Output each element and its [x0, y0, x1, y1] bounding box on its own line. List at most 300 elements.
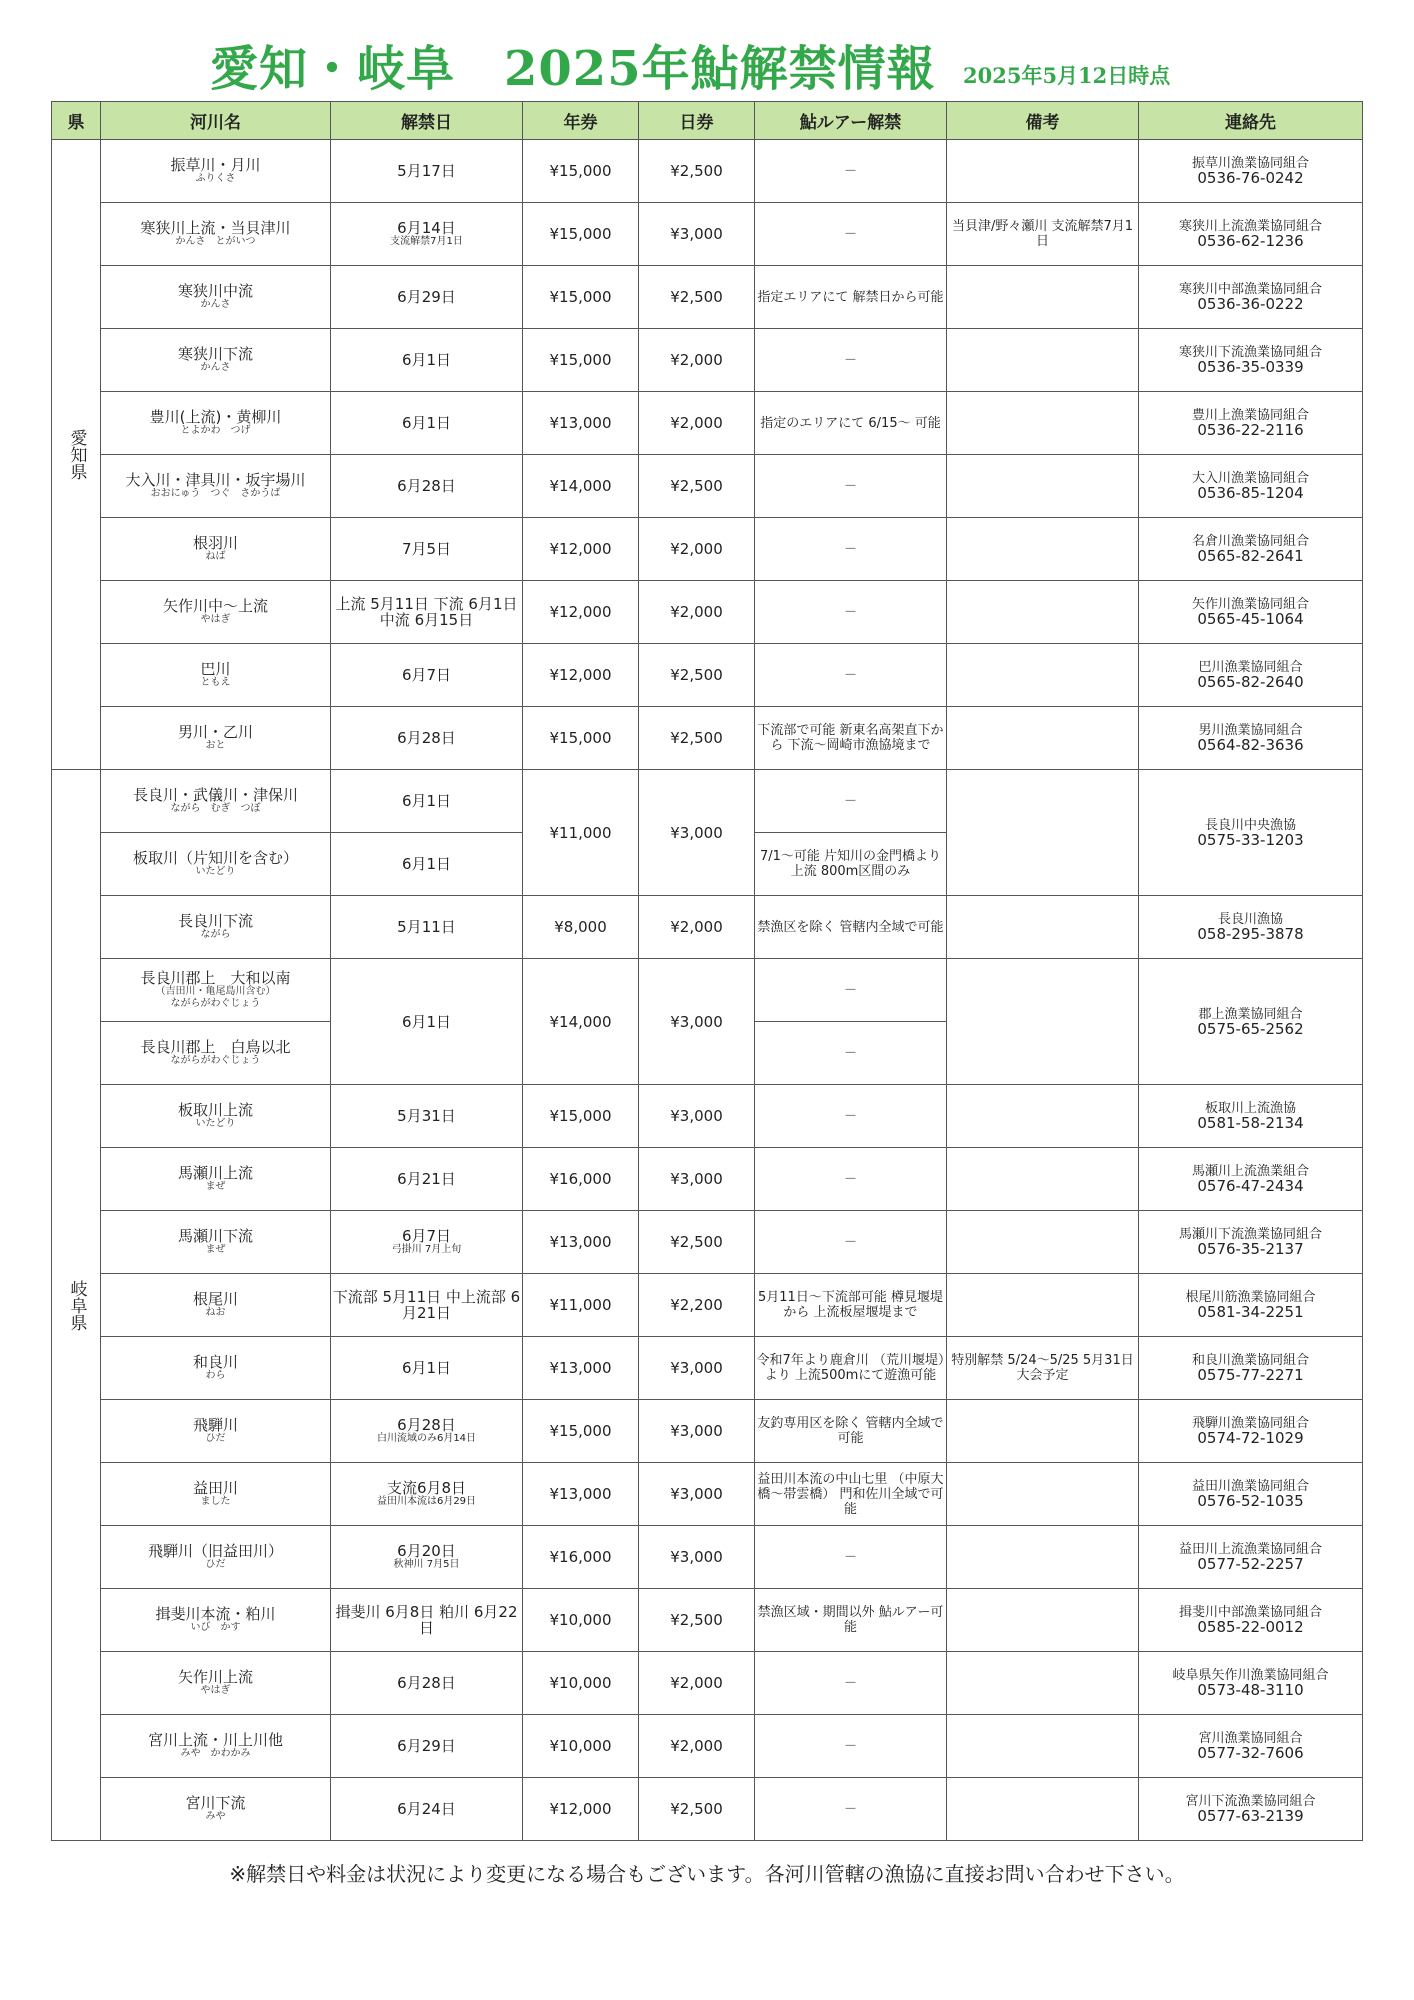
- lure-open: －: [755, 140, 947, 203]
- open-date-cell: [331, 1211, 523, 1274]
- contact-org: 板取川上流漁協: [1204, 1101, 1296, 1116]
- river-name: 振草川・月川: [170, 156, 261, 174]
- lure-open: 5月11日～下流部可能 樽見堰堤から 上流板屋堰堤まで: [755, 1274, 947, 1337]
- river-reading: ねば: [205, 551, 226, 562]
- lure-open: 令和7年より鹿倉川 （荒川堰堤）より 上流500mにて遊漁可能: [755, 1337, 947, 1400]
- table-row: [52, 581, 1363, 644]
- river-reading: まぜ: [205, 1181, 226, 1192]
- river-name: 長良川・武儀川・津保川: [132, 786, 298, 804]
- header-lure-open: 鮎ルアー解禁: [755, 102, 947, 140]
- notes: [947, 707, 1139, 770]
- river-reading-extra: （吉田川・亀尾島川含む）: [155, 986, 276, 997]
- river-cell: [101, 1778, 331, 1841]
- river-reading: とよかわ つげ: [180, 425, 251, 436]
- annual-ticket: ¥15,000: [523, 266, 639, 329]
- notes: [947, 1463, 1139, 1526]
- lure-open: －: [755, 203, 947, 266]
- daily-ticket: ¥2,500: [639, 1211, 755, 1274]
- contact-cell: [1139, 266, 1363, 329]
- table-row: [52, 770, 1363, 833]
- table-row: [52, 1085, 1363, 1148]
- contact-org: 飛騨川漁業協同組合: [1191, 1416, 1309, 1431]
- contact-org: 寒狭川上流漁業協同組合: [1178, 219, 1322, 234]
- daily-ticket: ¥3,000: [639, 1463, 755, 1526]
- river-name: 豊川(上流)・黄柳川: [149, 408, 282, 426]
- contact-org: 寒狭川中部漁業協同組合: [1178, 282, 1322, 297]
- contact-org: 揖斐川中部漁業協同組合: [1178, 1605, 1322, 1620]
- daily-ticket: ¥2,500: [639, 140, 755, 203]
- river-name: 大入川・津具川・坂宇場川: [125, 471, 306, 489]
- open-date: 6月21日: [397, 1170, 456, 1188]
- open-date-cell: [331, 1526, 523, 1589]
- river-reading: ともえ: [200, 677, 231, 688]
- daily-ticket: ¥3,000: [639, 203, 755, 266]
- table-row: [52, 896, 1363, 959]
- daily-ticket: ¥2,000: [639, 1715, 755, 1778]
- annual-ticket: ¥16,000: [523, 1148, 639, 1211]
- open-date-cell: [331, 896, 523, 959]
- notes: [947, 1652, 1139, 1715]
- annual-ticket: ¥10,000: [523, 1715, 639, 1778]
- river-cell: [101, 1022, 331, 1085]
- notes: [947, 959, 1139, 1085]
- notes: [947, 455, 1139, 518]
- lure-open: －: [755, 1211, 947, 1274]
- annual-ticket: ¥12,000: [523, 1778, 639, 1841]
- river-reading: ひだ: [205, 1433, 226, 1444]
- contact-org: 和良川漁業協同組合: [1191, 1353, 1309, 1368]
- contact-phone: 0536-36-0222: [1197, 295, 1304, 313]
- contact-phone: 058-295-3878: [1197, 925, 1304, 943]
- contact-phone: 0565-82-2640: [1197, 673, 1304, 691]
- contact-org: 寒狭川下流漁業協同組合: [1178, 345, 1322, 360]
- river-reading: ました: [200, 1496, 231, 1507]
- open-date: 揖斐川 6月8日 粕川 6月22日: [335, 1603, 518, 1637]
- contact-phone: 0576-35-2137: [1197, 1240, 1304, 1258]
- contact-phone: 0536-62-1236: [1197, 232, 1304, 250]
- river-cell: [101, 1274, 331, 1337]
- open-date-cell: [331, 770, 523, 833]
- river-reading: やはぎ: [200, 614, 231, 625]
- table-row: [52, 1148, 1363, 1211]
- notes: [947, 1211, 1139, 1274]
- open-date: 6月1日: [401, 414, 452, 432]
- river-name: 宮川下流: [185, 1794, 246, 1812]
- river-cell: [101, 455, 331, 518]
- open-date: 5月17日: [397, 162, 456, 180]
- river-cell: [101, 896, 331, 959]
- contact-org: 岐阜県矢作川漁業協同組合: [1172, 1668, 1329, 1683]
- table-row: [52, 455, 1363, 518]
- prefecture-aichi: 愛知県: [52, 140, 101, 770]
- open-date: 6月1日: [401, 792, 452, 810]
- river-reading: みや かわかみ: [180, 1748, 251, 1759]
- contact-org: 宮川漁業協同組合: [1198, 1731, 1303, 1746]
- header-river: 河川名: [101, 102, 331, 140]
- contact-org: 益田川上流漁業協同組合: [1178, 1542, 1322, 1557]
- daily-ticket: ¥3,000: [639, 959, 755, 1085]
- lure-open: －: [755, 581, 947, 644]
- open-date-cell: [331, 833, 523, 896]
- open-date-cell: [331, 1400, 523, 1463]
- contact-phone: 0576-52-1035: [1197, 1492, 1304, 1510]
- contact-org: 長良川漁協: [1217, 912, 1283, 927]
- lure-open: 禁漁区を除く 管轄内全域で可能: [755, 896, 947, 959]
- river-name: 寒狭川中流: [177, 282, 253, 300]
- notes: [947, 1085, 1139, 1148]
- notes: 当貝津/野々瀬川 支流解禁7月1日: [947, 203, 1139, 266]
- daily-ticket: ¥2,000: [639, 392, 755, 455]
- open-date: 下流部 5月11日 中上流部 6月21日: [332, 1288, 521, 1322]
- river-reading: いたどり: [195, 1118, 236, 1129]
- contact-cell: [1139, 1274, 1363, 1337]
- contact-phone: 0577-52-2257: [1197, 1555, 1304, 1573]
- contact-cell: [1139, 518, 1363, 581]
- river-cell: [101, 203, 331, 266]
- open-date: 支流6月8日: [386, 1479, 467, 1497]
- open-date-sub: 秋神川 7月5日: [393, 1559, 460, 1570]
- lure-open: －: [755, 1715, 947, 1778]
- river-cell: [101, 266, 331, 329]
- notes: [947, 1400, 1139, 1463]
- river-cell: [101, 1337, 331, 1400]
- contact-phone: 0576-47-2434: [1197, 1177, 1304, 1195]
- open-date-cell: [331, 1085, 523, 1148]
- river-name: 長良川下流: [177, 912, 253, 930]
- contact-phone: 0577-63-2139: [1197, 1807, 1304, 1825]
- table-row: [52, 959, 1363, 1022]
- contact-org: 根尾川筋漁業協同組合: [1185, 1290, 1316, 1305]
- river-name: 宮川上流・川上川他: [147, 1731, 283, 1749]
- open-date: 6月7日: [401, 1227, 452, 1245]
- annual-ticket: ¥13,000: [523, 392, 639, 455]
- notes: [947, 644, 1139, 707]
- river-cell: [101, 1400, 331, 1463]
- open-date-cell: [331, 1715, 523, 1778]
- daily-ticket: ¥2,500: [639, 1778, 755, 1841]
- open-date-cell: [331, 329, 523, 392]
- contact-cell: [1139, 1778, 1363, 1841]
- open-date: 6月28日: [397, 477, 456, 495]
- lure-open: －: [755, 1085, 947, 1148]
- river-name: 男川・乙川: [177, 723, 253, 741]
- river-cell: [101, 392, 331, 455]
- daily-ticket: ¥3,000: [639, 1400, 755, 1463]
- river-cell: [101, 1463, 331, 1526]
- annual-ticket: ¥8,000: [523, 896, 639, 959]
- open-date: 6月28日: [397, 1416, 456, 1434]
- river-reading: ながら: [200, 929, 231, 940]
- open-date-cell: [331, 518, 523, 581]
- daily-ticket: ¥2,000: [639, 896, 755, 959]
- river-reading: ながら むぎ つぼ: [170, 803, 261, 814]
- river-name: 根尾川: [192, 1290, 238, 1308]
- river-name: 馬瀬川下流: [177, 1227, 253, 1245]
- river-cell: [101, 707, 331, 770]
- river-name: 寒狭川上流・当貝津川: [140, 219, 291, 237]
- contact-org: 大入川漁業協同組合: [1191, 471, 1309, 486]
- river-cell: [101, 1211, 331, 1274]
- open-date: 6月1日: [401, 855, 452, 873]
- notes: [947, 266, 1139, 329]
- contact-cell: [1139, 203, 1363, 266]
- river-cell: [101, 833, 331, 896]
- river-name: 揖斐川本流・粕川: [155, 1605, 276, 1623]
- river-cell: [101, 140, 331, 203]
- prefecture-gifu: 岐阜県: [52, 770, 101, 1841]
- contact-cell: [1139, 581, 1363, 644]
- daily-ticket: ¥2,000: [639, 518, 755, 581]
- contact-org: 郡上漁業協同組合: [1198, 1006, 1303, 1022]
- river-reading: かんさ: [200, 362, 231, 373]
- contact-cell: [1139, 329, 1363, 392]
- open-date-cell: [331, 392, 523, 455]
- open-date: 6月14日: [397, 219, 456, 237]
- contact-cell: [1139, 1400, 1363, 1463]
- contact-org: 矢作川漁業協同組合: [1191, 597, 1309, 612]
- open-date-sub: 弓掛川 7月上旬: [391, 1244, 462, 1255]
- contact-org: 長良川中央漁協: [1204, 817, 1296, 833]
- daily-ticket: ¥2,200: [639, 1274, 755, 1337]
- daily-ticket: ¥2,500: [639, 455, 755, 518]
- contact-cell: [1139, 1589, 1363, 1652]
- header-contact: 連絡先: [1139, 102, 1363, 140]
- annual-ticket: ¥15,000: [523, 203, 639, 266]
- contact-phone: 0585-22-0012: [1197, 1618, 1304, 1636]
- river-name: 矢作川上流: [177, 1668, 253, 1686]
- contact-phone: 0577-32-7606: [1197, 1744, 1304, 1762]
- daily-ticket: ¥3,000: [639, 1337, 755, 1400]
- lure-open: 益田川本流の中山七里 （中原大橋～帯雲橋） 門和佐川全域で可能: [755, 1463, 947, 1526]
- river-reading: ふりくさ: [195, 173, 236, 184]
- open-date: 6月1日: [401, 1359, 452, 1377]
- open-date: 6月7日: [401, 666, 452, 684]
- river-name: 馬瀬川上流: [177, 1164, 253, 1182]
- river-name: 長良川郡上 白鳥以北: [140, 1038, 291, 1056]
- annual-ticket: ¥12,000: [523, 644, 639, 707]
- open-date-cell: [331, 203, 523, 266]
- open-date-cell: [331, 455, 523, 518]
- table-row: [52, 1715, 1363, 1778]
- contact-phone: 0536-22-2116: [1197, 421, 1304, 439]
- river-reading: おおにゅう つぐ さかうば: [150, 488, 281, 499]
- daily-ticket: ¥3,000: [639, 770, 755, 896]
- open-date: 6月29日: [397, 1737, 456, 1755]
- contact-cell: [1139, 1148, 1363, 1211]
- open-date-cell: [331, 140, 523, 203]
- annual-ticket: ¥15,000: [523, 1085, 639, 1148]
- open-date-sub: 益田川本流は6月29日: [376, 1496, 477, 1507]
- river-name: 板取川（片知川を含む）: [132, 849, 298, 867]
- contact-phone: 0581-34-2251: [1197, 1303, 1304, 1321]
- contact-cell: [1139, 1337, 1363, 1400]
- contact-org: 巴川漁業協同組合: [1198, 660, 1303, 675]
- open-date: 5月11日: [397, 918, 456, 936]
- river-cell: [101, 644, 331, 707]
- notes: [947, 329, 1139, 392]
- annual-ticket: ¥11,000: [523, 770, 639, 896]
- river-reading: ひだ: [205, 1559, 226, 1570]
- open-date-cell: [331, 959, 523, 1085]
- contact-phone: 0536-85-1204: [1197, 484, 1304, 502]
- contact-phone: 0564-82-3636: [1197, 736, 1304, 754]
- notes: [947, 770, 1139, 896]
- annual-ticket: ¥10,000: [523, 1589, 639, 1652]
- open-date: 6月24日: [397, 1800, 456, 1818]
- river-cell: [101, 959, 331, 1022]
- table-row: [52, 329, 1363, 392]
- notes: 特別解禁 5/24～5/25 5月31日大会予定: [947, 1337, 1139, 1400]
- lure-open: －: [755, 770, 947, 833]
- lure-open: 7/1～可能 片知川の金門橋より上流 800m区間のみ: [755, 833, 947, 896]
- notes: [947, 1589, 1139, 1652]
- open-date-cell: [331, 1337, 523, 1400]
- river-reading: いび かす: [190, 1622, 241, 1633]
- header-daily-ticket: 日券: [639, 102, 755, 140]
- open-date-cell: [331, 1589, 523, 1652]
- open-date: 6月29日: [397, 288, 456, 306]
- open-date-cell: [331, 1652, 523, 1715]
- table-body: [52, 140, 1363, 1841]
- header-prefecture: 県: [52, 102, 101, 140]
- contact-cell: [1139, 1652, 1363, 1715]
- river-cell: [101, 770, 331, 833]
- contact-cell: [1139, 1715, 1363, 1778]
- contact-phone: 0574-72-1029: [1197, 1429, 1304, 1447]
- header-row: [52, 102, 1363, 140]
- annual-ticket: ¥13,000: [523, 1211, 639, 1274]
- table-row: [52, 140, 1363, 203]
- daily-ticket: ¥3,000: [639, 1148, 755, 1211]
- open-date-cell: [331, 266, 523, 329]
- river-name: 巴川: [200, 660, 231, 678]
- daily-ticket: ¥3,000: [639, 1526, 755, 1589]
- river-cell: [101, 1652, 331, 1715]
- river-reading: かんさ: [200, 299, 231, 310]
- daily-ticket: ¥2,500: [639, 707, 755, 770]
- contact-org: 男川漁業協同組合: [1198, 723, 1303, 738]
- river-cell: [101, 581, 331, 644]
- notes: [947, 392, 1139, 455]
- as-of-date: 2025年5月12日時点: [963, 63, 1171, 88]
- river-reading: みや: [205, 1811, 226, 1822]
- lure-open: 禁漁区域・期間以外 鮎ルアー可能: [755, 1589, 947, 1652]
- annual-ticket: ¥13,000: [523, 1337, 639, 1400]
- open-date-cell: [331, 1274, 523, 1337]
- open-date: 6月28日: [397, 1674, 456, 1692]
- river-name: 長良川郡上 大和以南: [140, 969, 291, 987]
- river-reading: いたどり: [195, 866, 236, 877]
- lure-open: －: [755, 1778, 947, 1841]
- contact-cell: [1139, 1211, 1363, 1274]
- lure-open: －: [755, 518, 947, 581]
- open-date: 5月31日: [397, 1107, 456, 1125]
- annual-ticket: ¥15,000: [523, 140, 639, 203]
- notes: [947, 581, 1139, 644]
- page-title: 愛知・岐阜 2025年鮎解禁情報: [210, 41, 936, 97]
- contact-cell: [1139, 1526, 1363, 1589]
- contact-cell: [1139, 896, 1363, 959]
- contact-cell: [1139, 455, 1363, 518]
- footer-note: ※解禁日や料金は状況により変更になる場合もございます。各河川管轄の漁協に直接お問い合わせ下さい。: [229, 1862, 1185, 1886]
- lure-open: －: [755, 1526, 947, 1589]
- lure-open: －: [755, 329, 947, 392]
- daily-ticket: ¥2,000: [639, 329, 755, 392]
- contact-phone: 0536-76-0242: [1197, 169, 1304, 187]
- river-reading: ながらがわぐじょう: [170, 1055, 261, 1066]
- contact-cell: [1139, 770, 1363, 896]
- river-cell: [101, 1589, 331, 1652]
- annual-ticket: ¥15,000: [523, 1400, 639, 1463]
- river-reading: かんさ とがいつ: [175, 236, 256, 247]
- open-date-cell: [331, 581, 523, 644]
- lure-open: 指定エリアにて 解禁日から可能: [755, 266, 947, 329]
- annual-ticket: ¥12,000: [523, 518, 639, 581]
- contact-phone: 0573-48-3110: [1197, 1681, 1304, 1699]
- lure-open: －: [755, 1652, 947, 1715]
- open-date-cell: [331, 1463, 523, 1526]
- table-row: [52, 1778, 1363, 1841]
- river-cell: [101, 1715, 331, 1778]
- open-date-cell: [331, 1778, 523, 1841]
- title-area: [0, 30, 1414, 100]
- lure-open: －: [755, 959, 947, 1022]
- header-open-date: 解禁日: [331, 102, 523, 140]
- river-reading: おと: [205, 740, 226, 751]
- table-row: [52, 1211, 1363, 1274]
- daily-ticket: ¥2,500: [639, 1589, 755, 1652]
- river-reading: ながらがわぐじょう: [170, 998, 261, 1009]
- daily-ticket: ¥2,000: [639, 1652, 755, 1715]
- header-annual-ticket: 年券: [523, 102, 639, 140]
- open-date: 6月1日: [401, 1012, 452, 1031]
- contact-org: 豊川上漁業協同組合: [1191, 408, 1309, 423]
- contact-org: 振草川漁業協同組合: [1191, 156, 1309, 171]
- table-row: [52, 644, 1363, 707]
- river-reading: やはぎ: [200, 1685, 231, 1696]
- annual-ticket: ¥13,000: [523, 1463, 639, 1526]
- notes: [947, 1274, 1139, 1337]
- river-reading: ねお: [205, 1307, 226, 1318]
- open-date: 6月20日: [397, 1542, 456, 1560]
- notes: [947, 1778, 1139, 1841]
- lure-open: －: [755, 455, 947, 518]
- contact-phone: 0575-77-2271: [1197, 1366, 1304, 1384]
- contact-cell: [1139, 392, 1363, 455]
- daily-ticket: ¥2,500: [639, 644, 755, 707]
- open-date: 6月28日: [397, 729, 456, 747]
- river-reading: まぜ: [205, 1244, 226, 1255]
- lure-open: －: [755, 1148, 947, 1211]
- notes: [947, 518, 1139, 581]
- river-reading: わら: [205, 1370, 226, 1381]
- table-row: [52, 392, 1363, 455]
- annual-ticket: ¥16,000: [523, 1526, 639, 1589]
- annual-ticket: ¥15,000: [523, 707, 639, 770]
- contact-org: 馬瀬川上流漁業組合: [1191, 1164, 1309, 1179]
- ayu-season-table: [51, 101, 1363, 1841]
- contact-phone: 0565-82-2641: [1197, 547, 1304, 565]
- contact-phone: 0581-58-2134: [1197, 1114, 1304, 1132]
- river-name: 飛騨川: [192, 1416, 238, 1434]
- notes: [947, 140, 1139, 203]
- table-row: [52, 1274, 1363, 1337]
- table-row: [52, 1463, 1363, 1526]
- river-cell: [101, 1526, 331, 1589]
- table-row: [52, 707, 1363, 770]
- contact-phone: 0565-45-1064: [1197, 610, 1304, 628]
- open-date: 7月5日: [401, 540, 452, 558]
